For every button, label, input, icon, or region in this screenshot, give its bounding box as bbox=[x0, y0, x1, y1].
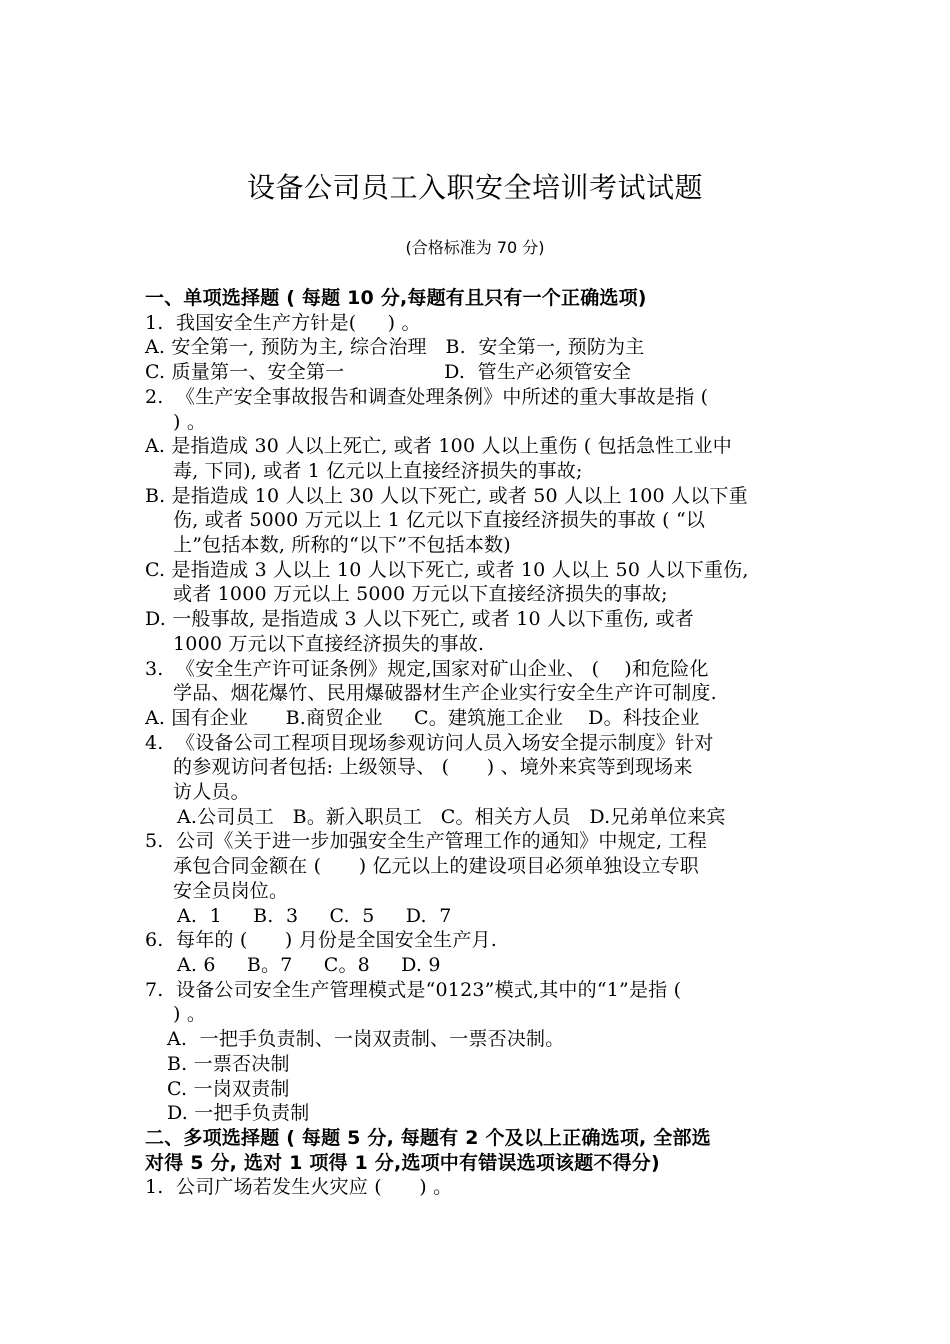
question-1-options-cd: C. 质量第一、安全第一 D. 管生产必须管安全 bbox=[145, 361, 632, 384]
question-2-option-c: C. 是指造成 3 人以上 10 人以下死亡, 或者 10 人以上 50 人以下重伤, bbox=[145, 558, 749, 581]
question-2-option-d-cont: 1000 万元以下直接经济损失的事故. bbox=[173, 632, 485, 655]
question-2-option-b-cont: 伤, 或者 5000 万元以上 1 亿元以下直接经济损失的事故 ( “以 bbox=[173, 509, 706, 532]
question-2-option-a-cont: 毒, 下同), 或者 1 亿元以上直接经济损失的事故; bbox=[173, 459, 583, 482]
section2-question-1-stem: 1. 公司广场若发生火灾应 ( ) 。 bbox=[145, 1176, 453, 1199]
section-heading-single-choice: 一、单项选择题 ( 每题 10 分,每题有且只有一个正确选项) bbox=[145, 287, 647, 309]
question-4-options: A.公司员工 B。新入职员工 C。相关方人员 D.兄弟单位来宾 bbox=[177, 805, 726, 828]
question-1-stem: 1. 我国安全生产方针是( ) 。 bbox=[145, 311, 421, 334]
question-5-stem-cont: 承包合同金额在 ( ) 亿元以上的建设项目必须单独设立专职 bbox=[173, 855, 699, 878]
question-5-stem: 5. 公司《关于进一步加强安全生产管理工作的通知》中规定, 工程 bbox=[145, 830, 707, 853]
section-heading-multiple-choice: 二、多项选择题 ( 每题 5 分, 每题有 2 个及以上正确选项, 全部选 bbox=[145, 1126, 711, 1149]
document-subtitle: (合格标准为 70 分) bbox=[405, 238, 545, 257]
question-4-stem-cont: 访人员。 bbox=[173, 781, 250, 804]
question-2-option-c-cont: 或者 1000 万元以上 5000 万元以下直接经济损失的事故; bbox=[173, 583, 668, 606]
question-7-option-d: D. 一把手负责制 bbox=[167, 1102, 310, 1125]
question-7-stem: 7. 设备公司安全生产管理模式是“0123”模式,其中的“1”是指 ( bbox=[145, 978, 682, 1001]
question-2-option-d: D. 一般事故, 是指造成 3 人以下死亡, 或者 10 人以下重伤, 或者 bbox=[145, 608, 694, 631]
question-3-stem-cont: 学品、烟花爆竹、民用爆破器材生产企业实行安全生产许可制度. bbox=[173, 682, 717, 705]
question-7-option-b: B. 一票否决制 bbox=[167, 1052, 290, 1075]
question-6-stem: 6. 每年的 ( ) 月份是全国安全生产月. bbox=[145, 929, 497, 952]
question-7-option-a: A. 一把手负责制、一岗双责制、一票否决制。 bbox=[167, 1028, 565, 1051]
question-7-option-c: C. 一岗双责制 bbox=[167, 1077, 290, 1100]
question-2-option-b: B. 是指造成 10 人以上 30 人以下死亡, 或者 50 人以上 100 人以下重 bbox=[145, 484, 748, 507]
question-2-stem-cont: ) 。 bbox=[173, 410, 207, 433]
document-title: 设备公司员工入职安全培训考试试题 bbox=[246, 171, 703, 204]
question-7-stem-cont: ) 。 bbox=[173, 1003, 207, 1026]
question-2-option-a: A. 是指造成 30 人以上死亡, 或者 100 人以上重伤 ( 包括急性工业中 bbox=[145, 435, 732, 458]
question-5-stem-cont: 安全员岗位。 bbox=[173, 879, 289, 902]
question-4-stem-cont: 的参观访问者包括: 上级领导、 ( ) 、境外来宾等到现场来 bbox=[173, 756, 693, 779]
question-4-stem: 4. 《设备公司工程项目现场参观访问人员入场安全提示制度》针对 bbox=[145, 731, 714, 754]
section-heading-multiple-choice-cont: 对得 5 分, 选对 1 项得 1 分,选项中有错误选项该题不得分) bbox=[145, 1151, 660, 1174]
question-1-options-ab: A. 安全第一, 预防为主, 综合治理 B. 安全第一, 预防为主 bbox=[145, 336, 645, 359]
question-2-option-b-cont: 上”包括本数, 所称的“以下”不包括本数) bbox=[173, 534, 511, 557]
question-3-stem: 3. 《安全生产许可证条例》规定,国家对矿山企业、 ( )和危险化 bbox=[145, 657, 709, 680]
exam-content bbox=[145, 286, 835, 1200]
question-3-options: A. 国有企业 B.商贸企业 C。建筑施工企业 D。科技企业 bbox=[145, 706, 700, 729]
question-2-stem: 2. 《生产安全事故报告和调查处理条例》中所述的重大事故是指 ( bbox=[145, 385, 709, 408]
question-6-options: A. 6 B。7 C。8 D. 9 bbox=[177, 953, 441, 976]
question-5-options: A. 1 B. 3 C. 5 D. 7 bbox=[177, 904, 452, 927]
